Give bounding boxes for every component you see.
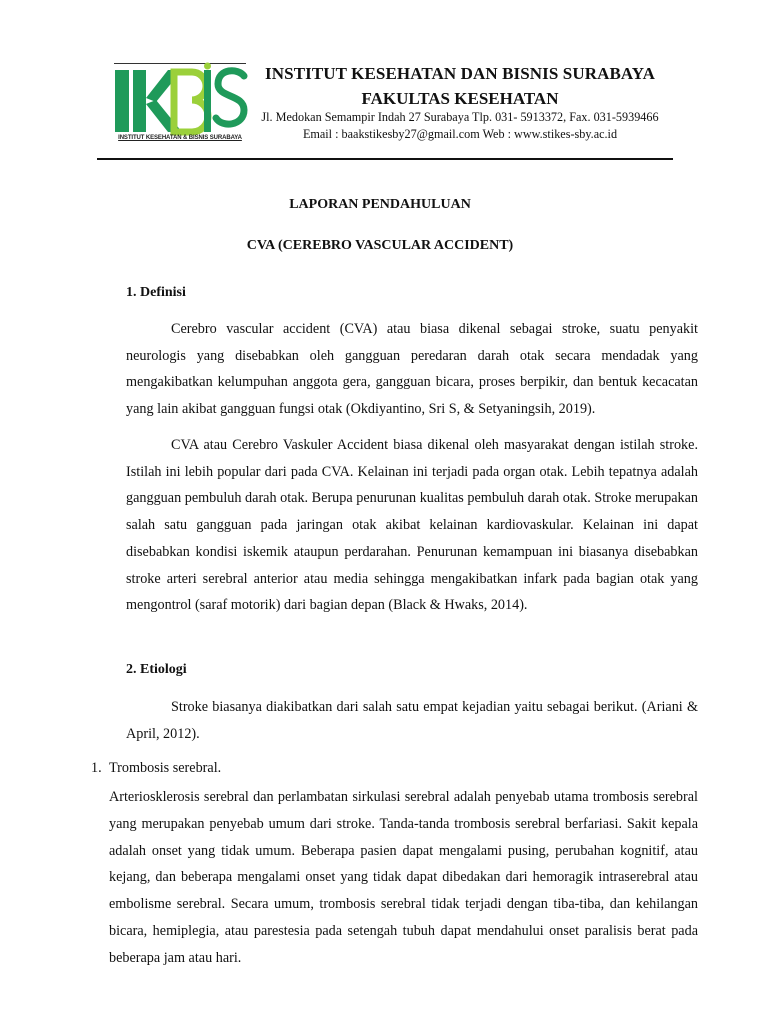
paragraph-etiologi-1: Stroke biasanya diakibatkan dari salah satu empat kejadian yaitu sebagai berikut. (Ariani & April, 2012). <box>126 699 698 742</box>
institution-contact: Email : baakstikesby27@gmail.com Web : www.stikes-sby.ac.id <box>302 127 618 141</box>
list-item-number: 1. <box>91 760 102 776</box>
header-divider <box>97 158 673 160</box>
logo-caption: INSTITUT KESEHATAN & BISNIS SURABAYA <box>118 135 242 141</box>
document-subtitle: CVA (CEREBRO VASCULAR ACCIDENT) <box>246 238 514 253</box>
list-item-text: Arteriosklerosis serebral dan perlambatan sirkulasi serebral adalah penyebab utama trombosis serebral yang merupakan penyebab umum dari stroke. Tanda-tanda trombosis serebral berfariasi. Sakit kepala adalah onset yang tidak umum. Beberapa pasien dapat mengalami pusing, perubahan kognitif, atau kejang, dan beberapa mengalami onset yang tidak dapat dibedakan dari hemoragik intraserebral atau embolisme serebral. Secara umum, trombosis serebral tidak terjadi dengan tiba-tiba, dan kehilangan bicara, hemiplegia, atau parestesia pada setengah tubuh dapat mendahului onset paralisis berat pada beberapa jam atau hari. <box>109 789 698 966</box>
section-heading-definisi: 1. Definisi <box>126 285 186 300</box>
faculty-name: FAKULTAS KESEHATAN <box>361 89 559 108</box>
institution-logo <box>112 62 248 146</box>
paragraph-definisi-2: CVA atau Cerebro Vaskuler Accident biasa dikenal oleh masyarakat dengan istilah stroke. Istilah ini lebih popular dari pada CVA. Kelainan ini terjadi pada organ otak. Lebih tepatnya adalah gangguan pembuluh darah otak. Berupa penurunan kualitas pembuluh darah otak. Stroke merupakan salah satu gangguan pada jaringan otak akibat kelainan kardiovaskular. Kelainan ini dapat disebabkan kondisi iskemik ataupun perdarahan. Penurunan kemampuan ini biasanya disebabkan stroke arteri serebral anterior atau media sehingga mengakibatkan infark pada bagian otak yang mengontrol (saraf motorik) dari bagian depan (Black & Hwaks, 2014). <box>126 437 698 614</box>
list-item-title: Trombosis serebral. <box>109 760 222 776</box>
institution-name: INSTITUT KESEHATAN DAN BISNIS SURABAYA <box>265 64 655 83</box>
document-title: LAPORAN PENDAHULUAN <box>289 197 471 212</box>
section-heading-etiologi: 2. Etiologi <box>126 662 187 677</box>
paragraph-definisi-1: Cerebro vascular accident (CVA) atau biasa dikenal sebagai stroke, suatu penyakit neurologis yang disebabkan oleh gangguan peredaran darah otak secara mendadak yang mengakibatkan kelumpuhan anggota gera, gangguan bicara, proses berpikir, dan bentuk kecacatan yang lain akibat gangguan fungsi otak (Okdiyantino, Sri S, & Setyaningsih, 2019). <box>126 321 698 418</box>
institution-address: Jl. Medokan Semampir Indah 27 Surabaya Tlp. 031- 5913372, Fax. 031-5939466 <box>261 110 659 124</box>
